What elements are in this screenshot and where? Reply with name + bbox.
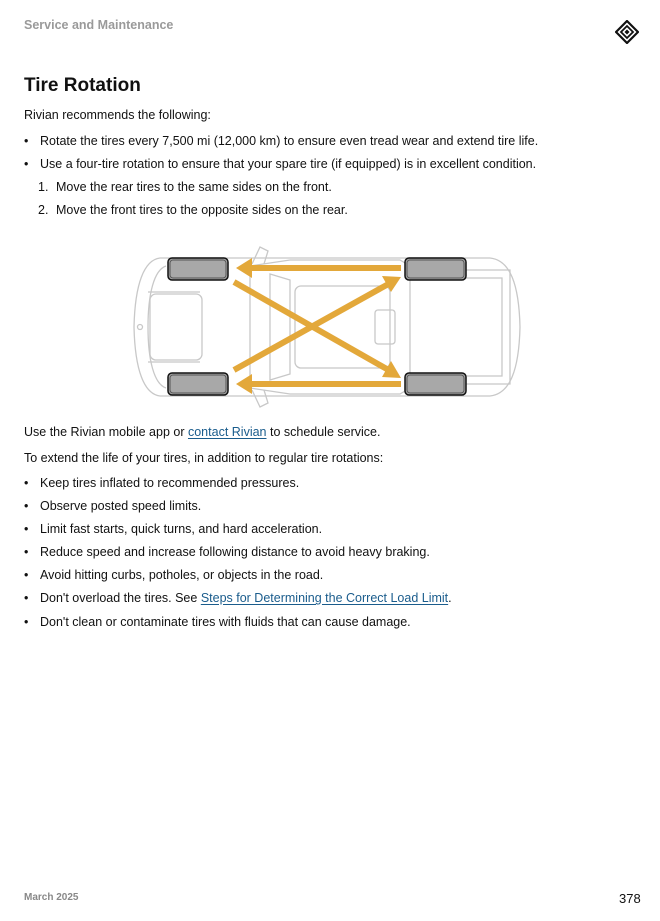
bullet-marker: • <box>24 545 29 559</box>
bullet-marker: • <box>24 591 29 605</box>
step-number: 1. <box>38 180 49 194</box>
bullet-marker: • <box>24 157 29 171</box>
bullet-marker: • <box>24 522 29 536</box>
list-item-text: Don't clean or contaminate tires with fluids that can cause damage. <box>40 615 411 629</box>
bullet-marker: • <box>24 476 29 490</box>
step-text: Move the rear tires to the same sides on the front. <box>56 180 332 194</box>
load-limit-link[interactable]: Steps for Determining the Correct Load Limit <box>200 591 449 605</box>
list-item-text <box>40 590 452 606</box>
list-item-text: Use a four-tire rotation to ensure that your spare tire (if equipped) is in excellent condition. <box>40 157 537 171</box>
rivian-compass-logo-icon <box>615 20 639 44</box>
extend-intro-text: To extend the life of your tires, in addition to regular tire rotations: <box>24 451 384 465</box>
step-number: 2. <box>38 203 49 217</box>
list-item-text: Avoid hitting curbs, potholes, or objects in the road. <box>40 568 324 582</box>
bullet-marker: • <box>24 134 29 148</box>
schedule-text-before: Use the Rivian mobile app or <box>24 425 188 439</box>
overload-text-after: . <box>448 591 452 605</box>
schedule-text-after: to schedule service. <box>266 425 381 439</box>
list-item-text: Keep tires inflated to recommended pressures. <box>40 476 300 490</box>
section-header: Service and Maintenance <box>24 18 174 32</box>
list-item-text: Observe posted speed limits. <box>40 499 202 513</box>
bullet-marker: • <box>24 615 29 629</box>
step-text: Move the front tires to the opposite sides on the rear. <box>56 203 348 217</box>
page-title: Tire Rotation <box>24 75 141 96</box>
page-number: 378 <box>619 891 641 906</box>
contact-rivian-link[interactable]: contact Rivian <box>187 425 267 439</box>
intro-text: Rivian recommends the following: <box>24 108 211 122</box>
footer-date: March 2025 <box>24 892 79 903</box>
schedule-text <box>24 424 380 440</box>
list-item-text: Reduce speed and increase following distance to avoid heavy braking. <box>40 545 430 559</box>
bullet-marker: • <box>24 568 29 582</box>
list-item-text: Limit fast starts, quick turns, and hard acceleration. <box>40 522 323 536</box>
overload-text-before: Don't overload the tires. See <box>40 591 201 605</box>
tire-rotation-diagram <box>130 244 526 410</box>
list-item-text: Rotate the tires every 7,500 mi (12,000 km) to ensure even tread wear and extend tire life. <box>40 134 539 148</box>
bullet-marker: • <box>24 499 29 513</box>
